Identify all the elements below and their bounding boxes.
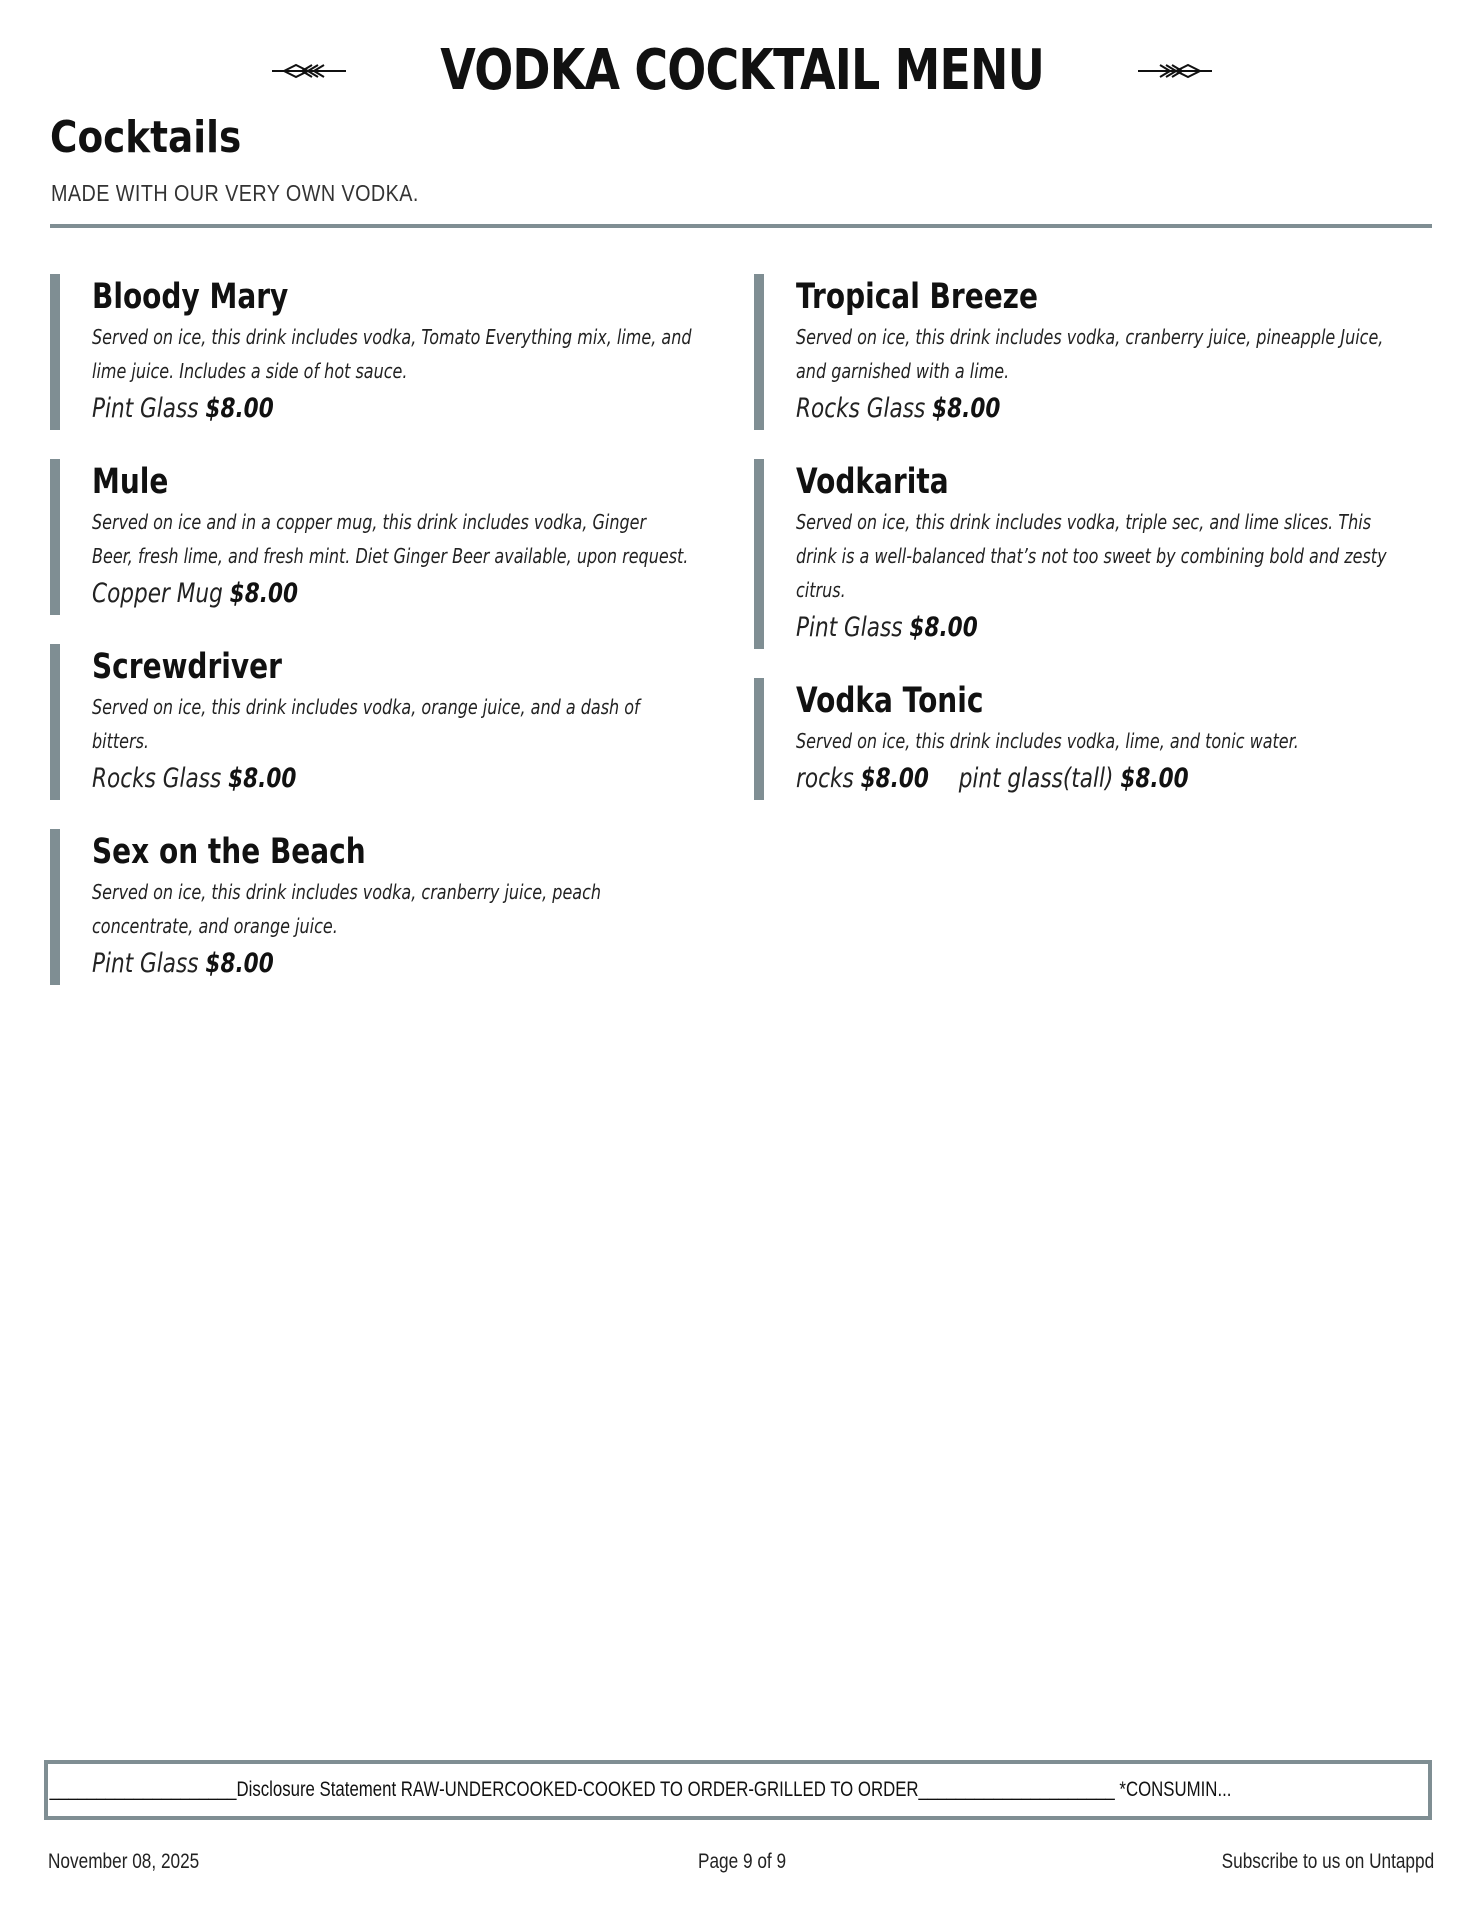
item-price-line	[796, 388, 1306, 430]
item-description: Served on ice, this drink includes vodka, cranberry juice, peach concentrate, and orange juice.	[92, 880, 602, 938]
serving-label: rocks	[796, 763, 854, 794]
price: $8.00	[205, 948, 274, 979]
item-accent-bar	[50, 644, 60, 800]
menu-item-vodka-tonic	[754, 678, 1434, 800]
price: $8.00	[860, 763, 929, 794]
price: $8.00	[228, 763, 297, 794]
item-name: Sex on the Beach	[92, 832, 366, 872]
item-name: Screwdriver	[92, 647, 282, 687]
section-title: Cocktails	[50, 112, 242, 163]
item-name: Vodka Tonic	[796, 681, 984, 721]
serving-label: Pint Glass	[796, 612, 903, 643]
menu-item-sex-on-the-beach	[50, 829, 730, 985]
item-price-line	[796, 758, 1306, 800]
footer-subscribe-text: Subscribe to us on Untappd	[1221, 1850, 1434, 1873]
item-description: Served on ice and in a copper mug, this drink includes vodka, Ginger Beer, fresh lime, and fresh mint. Diet Ginger Beer available, upon request.	[92, 510, 689, 568]
menu-item-bloody-mary	[50, 274, 730, 430]
item-price-line	[796, 607, 1306, 649]
price: $8.00	[909, 612, 978, 643]
item-accent-bar	[50, 459, 60, 615]
price: $8.00	[229, 578, 298, 609]
footer-page-number: Page 9 of 9	[697, 1850, 787, 1873]
item-accent-bar	[50, 829, 60, 985]
item-description: Served on ice, this drink includes vodka, triple sec, and lime slices. This drink is a well-balanced that’s not too sweet by combining bold and zesty citrus.	[796, 510, 1387, 602]
wheat-ornament-left-icon	[272, 61, 346, 81]
footer-date: November 08, 2025	[48, 1850, 200, 1873]
item-price-line	[92, 758, 602, 800]
page-title: VODKA COCKTAIL MENU	[440, 38, 1044, 103]
item-description: Served on ice, this drink includes vodka, lime, and tonic water.	[796, 729, 1299, 753]
price: $8.00	[932, 393, 1001, 424]
item-price-line	[92, 388, 602, 430]
menu-item-tropical-breeze	[754, 274, 1434, 430]
disclosure-box	[44, 1760, 1432, 1820]
item-price-line	[92, 943, 602, 985]
item-description: Served on ice, this drink includes vodka, cranberry juice, pineapple Juice, and garnished with a lime.	[796, 325, 1384, 383]
item-name: Vodkarita	[796, 462, 949, 502]
item-description: Served on ice, this drink includes vodka, orange juice, and a dash of bitters.	[92, 695, 640, 753]
section-subtitle: MADE WITH OUR VERY OWN VODKA.	[51, 180, 419, 206]
item-accent-bar	[754, 459, 764, 649]
disclosure-text: ____________________Disclosure Statement RAW-UNDERCOOKED-COOKED TO ORDER-GRILLED TO ORDER_____________________ *CONSUMIN...	[49, 1778, 1232, 1801]
item-accent-bar	[754, 274, 764, 430]
menu-column-left	[50, 274, 730, 1014]
item-description: Served on ice, this drink includes vodka, Tomato Everything mix, lime, and lime juice. Includes a side of hot sauce.	[92, 325, 692, 383]
section-divider	[50, 224, 1432, 228]
serving-label: Copper Mug	[92, 578, 223, 609]
price: $8.00	[205, 393, 274, 424]
menu-item-screwdriver	[50, 644, 730, 800]
serving-label: Rocks Glass	[92, 763, 222, 794]
serving-label: pint glass(tall)	[958, 763, 1114, 794]
wheat-ornament-right-icon	[1138, 61, 1212, 81]
item-accent-bar	[754, 678, 764, 800]
item-accent-bar	[50, 274, 60, 430]
menu-item-vodkarita	[754, 459, 1434, 649]
serving-label: Pint Glass	[92, 393, 199, 424]
menu-column-right	[754, 274, 1434, 829]
serving-label: Rocks Glass	[796, 393, 926, 424]
serving-label: Pint Glass	[92, 948, 199, 979]
item-price-line	[92, 573, 602, 615]
item-name: Bloody Mary	[92, 277, 289, 317]
price: $8.00	[1120, 763, 1189, 794]
menu-item-mule	[50, 459, 730, 615]
item-name: Tropical Breeze	[796, 277, 1038, 317]
menu-header	[0, 36, 1484, 106]
item-name: Mule	[92, 462, 169, 502]
